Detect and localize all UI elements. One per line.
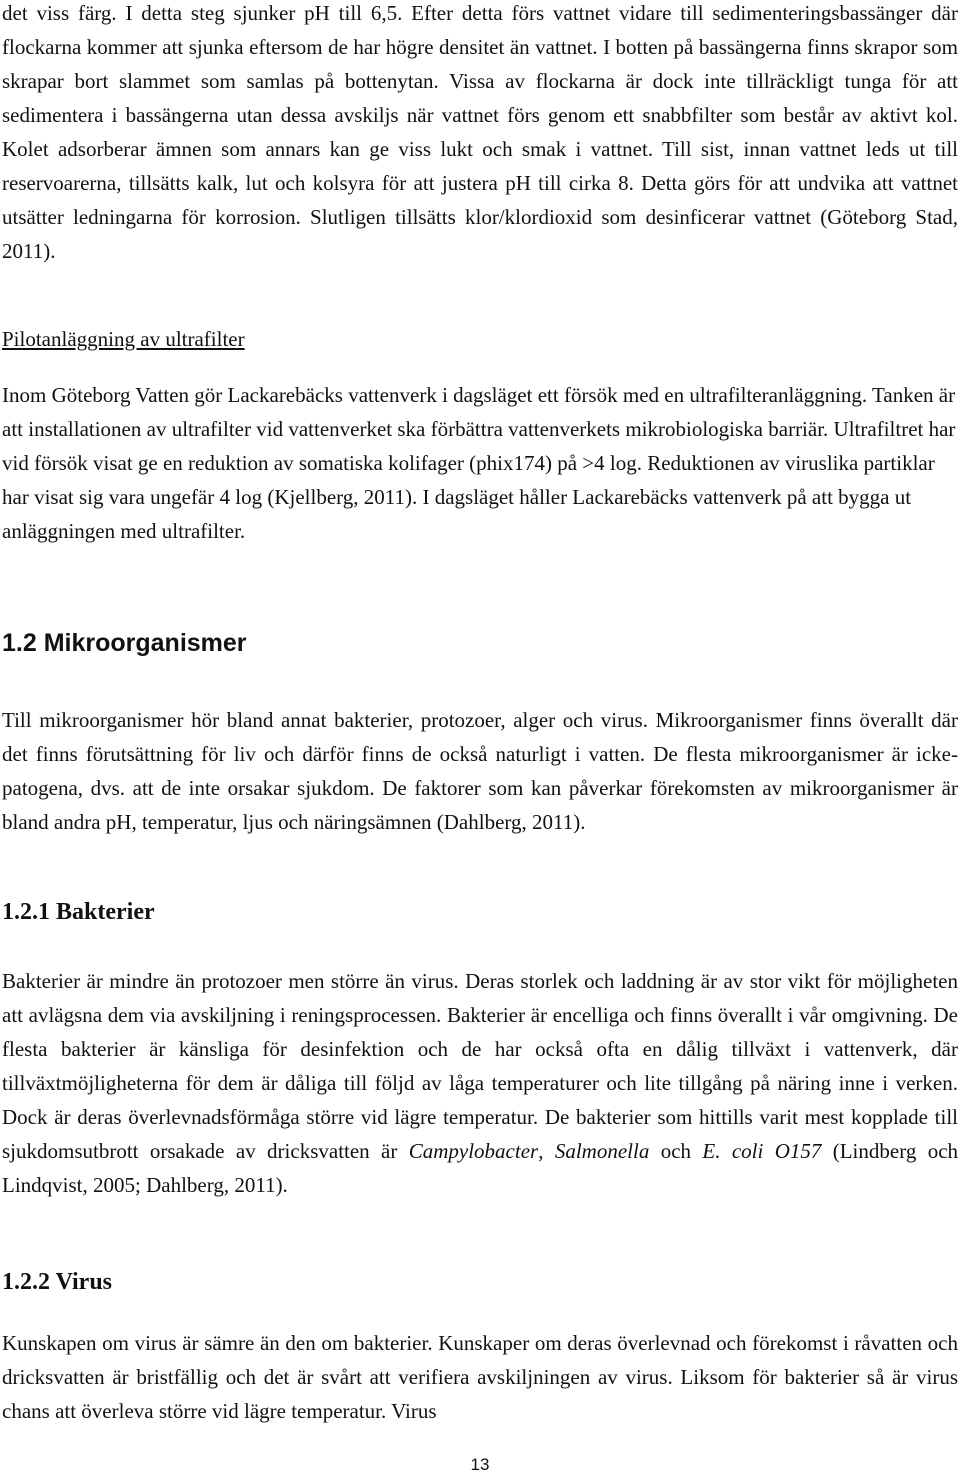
paragraph-bakterier bbox=[2, 964, 958, 1202]
heading-bakterier: 1.2.1 Bakterier bbox=[2, 899, 155, 925]
paragraph-virus: Kunskapen om virus är sämre än den om bakterier. Kunskaper om deras överlevnad och förekomst i råvatten och dricksvatten är bristfällig och det är svårt att verifiera avskiljningen av virus. Liksom för bakterier så är virus chans att överleva större vid lägre temperatur. Virus bbox=[2, 1331, 958, 1423]
heading-mikroorganismer: 1.2 Mikroorganismer bbox=[2, 629, 247, 657]
bakterier-citation: (Lindberg och Lindqvist, 2005; Dahlberg, 2011). bbox=[2, 1139, 959, 1197]
bakterier-text: Bakterier är mindre än protozoer men större än virus. Deras storlek och laddning är av stor vikt för möjligheten att avlägsna dem via avskiljning i reningsprocessen. Bakterier är encelliga och finns överallt i vår omgivning. De flesta bakterier är känsliga för desinfektion och de har också ofta en dålig tillväxt i vattenverk, där tillväxtmöjligheterna för dem är dåliga till följd av låga temperaturer och lite tillgång på näring inne i verken. Dock är deras överlevnadsförmåga större vid lägre temperatur. De bakterier som hittills varit mest kopplade till sjukdomsutbrott orsakade av dricksvatten är bbox=[2, 969, 958, 1163]
paragraph-mikroorganismer: Till mikroorganismer hör bland annat bakterier, protozoer, alger och virus. Mikroorganismer finns överallt där det finns förutsättning för liv och därför finns de också naturligt i vatten. De flesta mikroorganismer är icke-patogena, dvs. att de inte orsakar sjukdom. De faktorer som kan påverkar förekomsten av mikroorganismer är bland andra pH, temperatur, ljus och näringsämnen (Dahlberg, 2011). bbox=[2, 708, 958, 834]
paragraph-pilot-ultrafilter: Inom Göteborg Vatten gör Lackarebäcks vattenverk i dagsläget ett försök med en ultrafilteranläggning. Tanken är att installationen av ultrafilter vid vattenverket ska förbättra vattenverkets mikrobiologiska barriär. Ultrafiltret har vid försök visat ge en reduktion av somatiska kolifager (phix174) på >4 log. Reduktionen av viruslika partiklar har visat sig vara ungefär 4 log (Kjellberg, 2011). I dagsläget håller Lackarebäcks vattenverk på att bygga ut anläggningen med ultrafilter. bbox=[2, 383, 956, 543]
organism-ecoli: E. coli O157 bbox=[702, 1139, 822, 1163]
organism-campylobacter: Campylobacter bbox=[408, 1139, 539, 1163]
separator-och: och bbox=[649, 1139, 703, 1163]
heading-pilot-ultrafilter: Pilotanläggning av ultrafilter bbox=[2, 327, 245, 351]
heading-virus: 1.2.2 Virus bbox=[2, 1269, 113, 1295]
page-number: 13 bbox=[470, 1455, 490, 1474]
separator-comma: , bbox=[538, 1139, 555, 1163]
organism-salmonella: Salmonella bbox=[554, 1139, 650, 1163]
paragraph-water-treatment: det viss färg. I detta steg sjunker pH till 6,5. Efter detta förs vattnet vidare till sedimenteringsbassänger där flockarna kommer att sjunka eftersom de har högre densitet än vattnet. I botten på bassängerna finns skrapor som skrapar bort slammet som samlas på bottenytan. Vissa av flockarna är dock inte tillräckligt tunga för att sedimentera i bassängerna utan dessa avskiljs när vattnet förs genom ett snabbfilter som består av aktivt kol. Kolet adsorberar ämnen som annars kan ge viss lukt och smak i vattnet. Till sist, innan vattnet leds ut till reservoarerna, tillsätts kalk, lut och kolsyra för att justera pH till cirka 8. Detta görs för att undvika att vattnet utsätter ledningarna för korrosion. Slutligen tillsätts klor/klordioxid som desinficerar vattnet (Göteborg Stad, 2011). bbox=[2, 1, 958, 263]
